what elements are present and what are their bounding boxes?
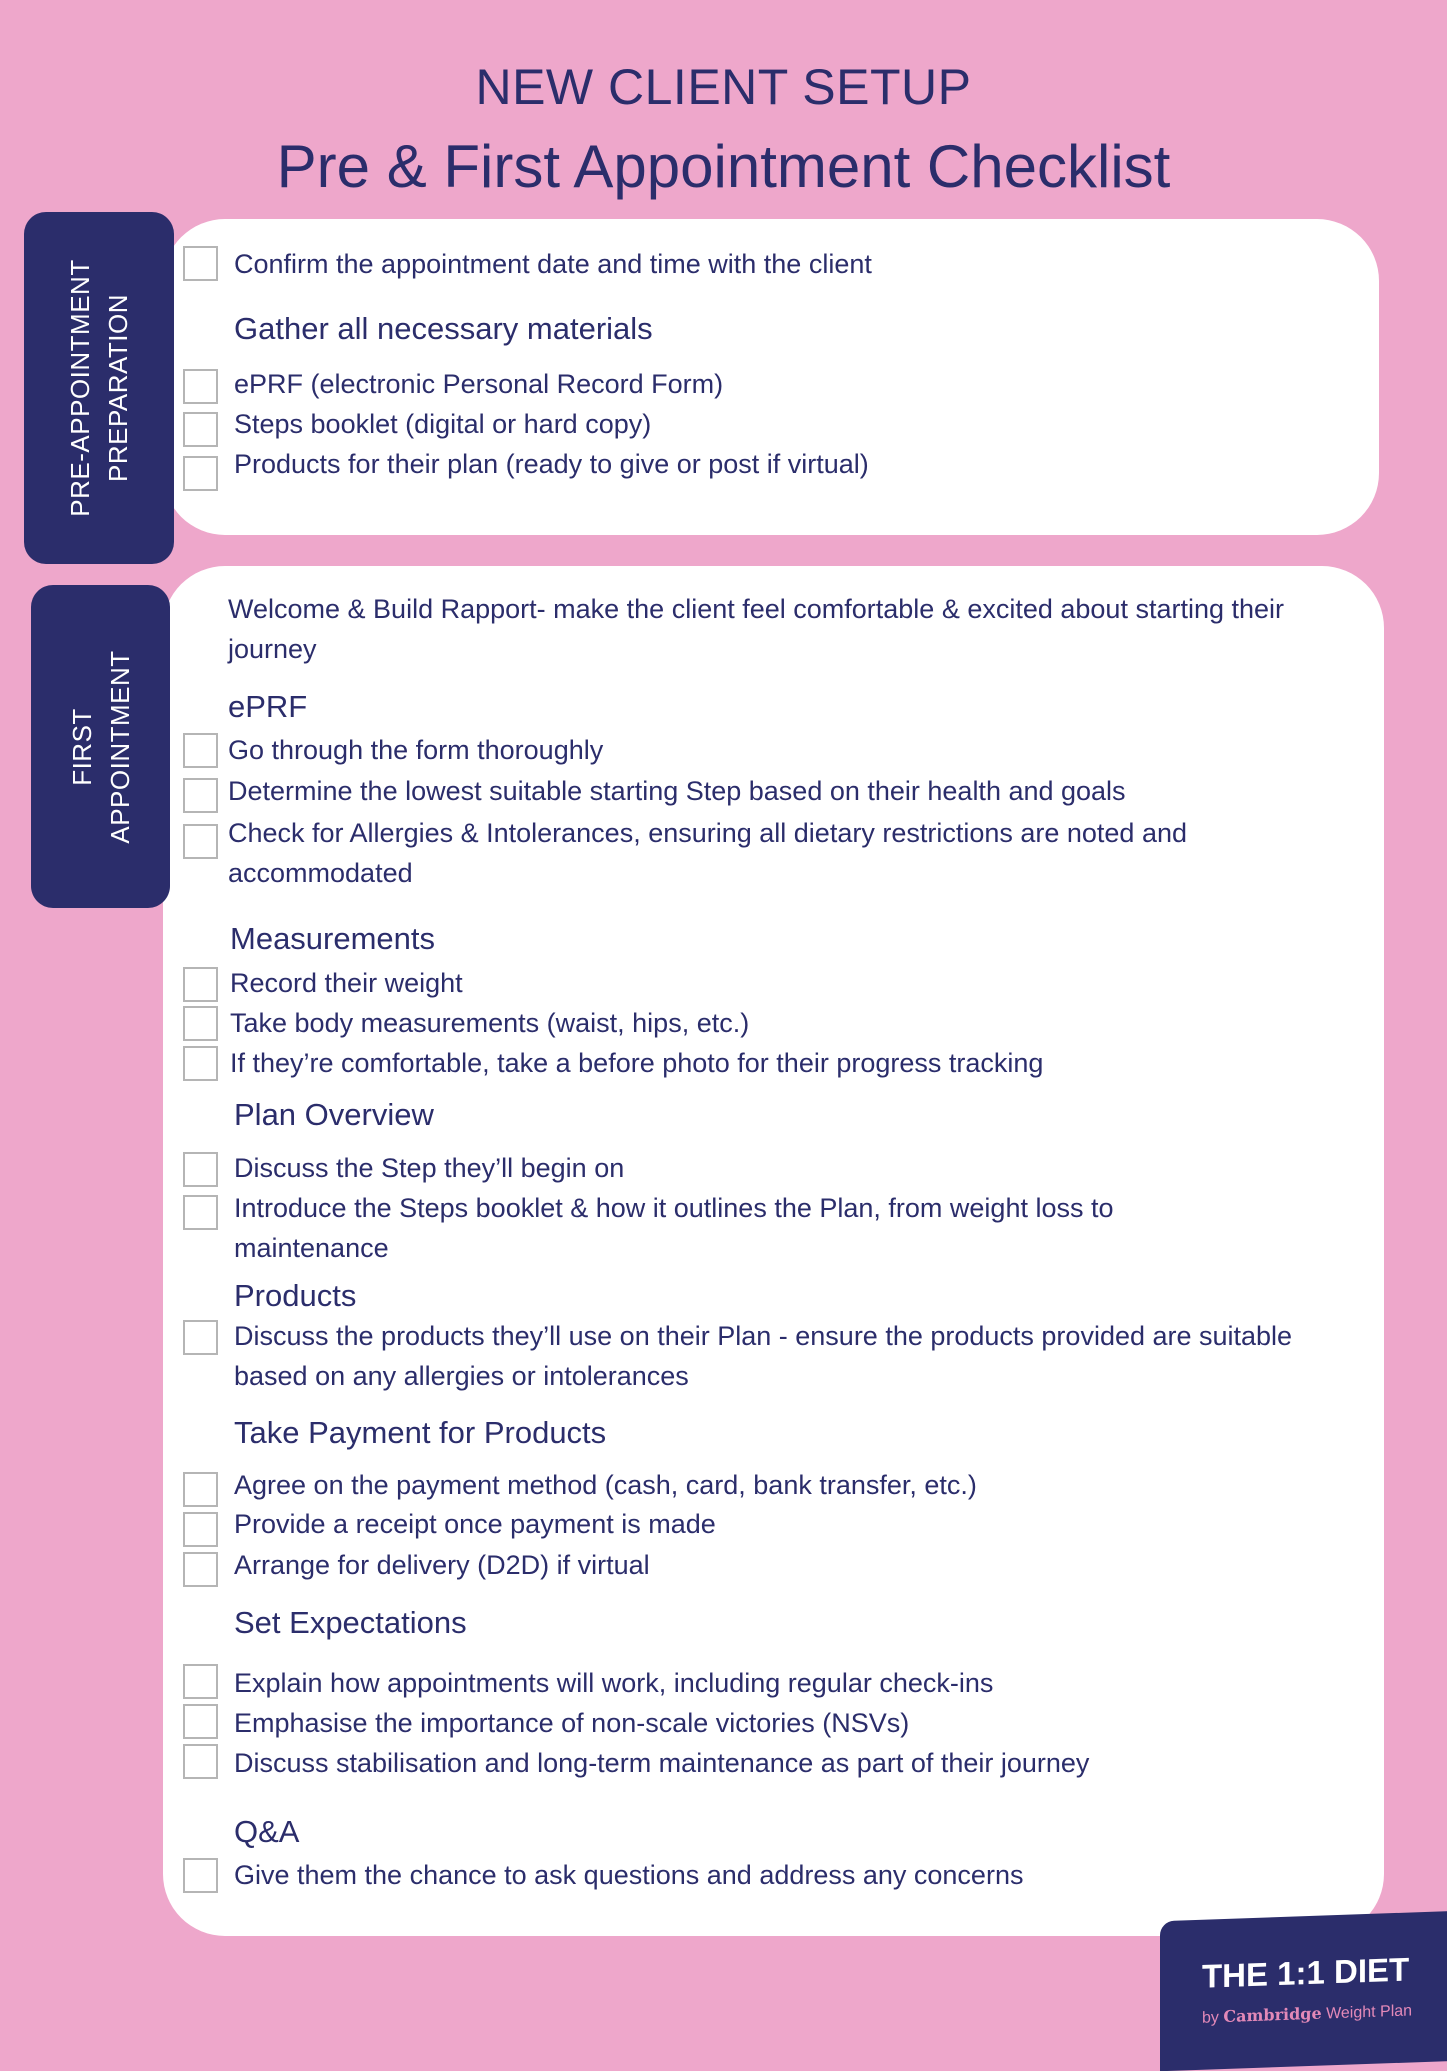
logo-wordmark: THE 1:1 DIET (1202, 1950, 1410, 1995)
checklist-item: Discuss the products they’ll use on their Plan - ensure the products provided are suitable based on any allergies or intolerances (234, 1321, 1293, 1391)
logo-tagline (1202, 2000, 1412, 2027)
checkbox[interactable] (183, 967, 218, 1002)
checklist-item: Emphasise the importance of non-scale victories (NSVs) (234, 1708, 910, 1738)
checkbox[interactable] (183, 456, 218, 491)
section-heading: Set Expectations (234, 1605, 467, 1640)
checkbox[interactable] (183, 246, 218, 281)
checklist-item: Products for their plan (ready to give or post if virtual) (234, 449, 869, 479)
tab-label: APPOINTMENT (104, 649, 135, 844)
checkbox[interactable] (183, 1006, 218, 1041)
page-title: NEW CLIENT SETUP (475, 59, 972, 115)
checklist-item: Arrange for delivery (D2D) if virtual (234, 1550, 650, 1580)
section-heading: Products (234, 1278, 357, 1313)
checkbox[interactable] (183, 369, 218, 404)
section-heading: Gather all necessary materials (234, 311, 653, 346)
pre-appointment-tab (24, 212, 174, 564)
checklist-item: Explain how appointments will work, including regular check-ins (234, 1668, 994, 1698)
logo-rest: Weight Plan (1326, 2002, 1413, 2023)
checklist-item: Record their weight (230, 968, 463, 998)
checklist-item: Take body measurements (waist, hips, etc.) (230, 1008, 750, 1038)
checkbox[interactable] (183, 412, 218, 447)
first-appointment-tab (31, 585, 170, 908)
checklist-item: Agree on the payment method (cash, card, bank transfer, etc.) (234, 1470, 977, 1500)
checkbox[interactable] (183, 1858, 218, 1893)
checkbox[interactable] (183, 824, 218, 859)
welcome-text: Welcome & Build Rapport- make the client feel comfortable & excited about starting their journey (228, 594, 1285, 664)
tab-label: PREPARATION (103, 293, 133, 483)
checklist-item: Discuss the Step they’ll begin on (234, 1153, 625, 1183)
checkbox[interactable] (183, 1152, 218, 1187)
checklist-item: Confirm the appointment date and time with the client (234, 249, 872, 279)
section-heading: Plan Overview (234, 1097, 434, 1132)
brand-logo (1160, 1911, 1447, 2071)
logo-by: by (1202, 2009, 1219, 2027)
checklist-item: ePRF (electronic Personal Record Form) (234, 369, 724, 399)
checkbox[interactable] (183, 733, 218, 768)
checkbox[interactable] (183, 1472, 218, 1507)
page-subtitle: Pre & First Appointment Checklist (276, 133, 1171, 200)
checklist-item: Discuss stabilisation and long-term maintenance as part of their journey (234, 1748, 1090, 1778)
checklist-item: Determine the lowest suitable starting Step based on their health and goals (228, 776, 1126, 806)
checkbox[interactable] (183, 1195, 218, 1230)
checklist-item: Go through the form thoroughly (228, 735, 604, 765)
checkbox[interactable] (183, 1046, 218, 1081)
section-heading: ePRF (228, 689, 308, 724)
checkbox[interactable] (183, 1704, 218, 1739)
section-heading: Q&A (234, 1814, 300, 1849)
checkbox[interactable] (183, 1512, 218, 1547)
checkbox[interactable] (183, 778, 218, 813)
checkbox[interactable] (183, 1552, 218, 1587)
logo-brand: Cambridge (1223, 2003, 1322, 2027)
checklist-item: Check for Allergies & Intolerances, ensuring all dietary restrictions are noted and accommodated (228, 818, 1188, 888)
tab-label: FIRST (66, 707, 97, 786)
checkbox[interactable] (183, 1664, 218, 1699)
checklist-item: If they’re comfortable, take a before photo for their progress tracking (230, 1048, 1044, 1078)
checklist-item: Give them the chance to ask questions and address any concerns (234, 1860, 1024, 1890)
section-heading: Measurements (230, 921, 436, 956)
checkbox[interactable] (183, 1744, 218, 1779)
section-heading: Take Payment for Products (234, 1415, 607, 1450)
checkbox[interactable] (183, 1320, 218, 1355)
checklist-item: Introduce the Steps booklet & how it outlines the Plan, from weight loss to maintenance (234, 1193, 1114, 1263)
tab-label: PRE-APPOINTMENT (65, 259, 95, 517)
checklist-item: Provide a receipt once payment is made (234, 1509, 716, 1539)
checklist-item: Steps booklet (digital or hard copy) (234, 409, 652, 439)
